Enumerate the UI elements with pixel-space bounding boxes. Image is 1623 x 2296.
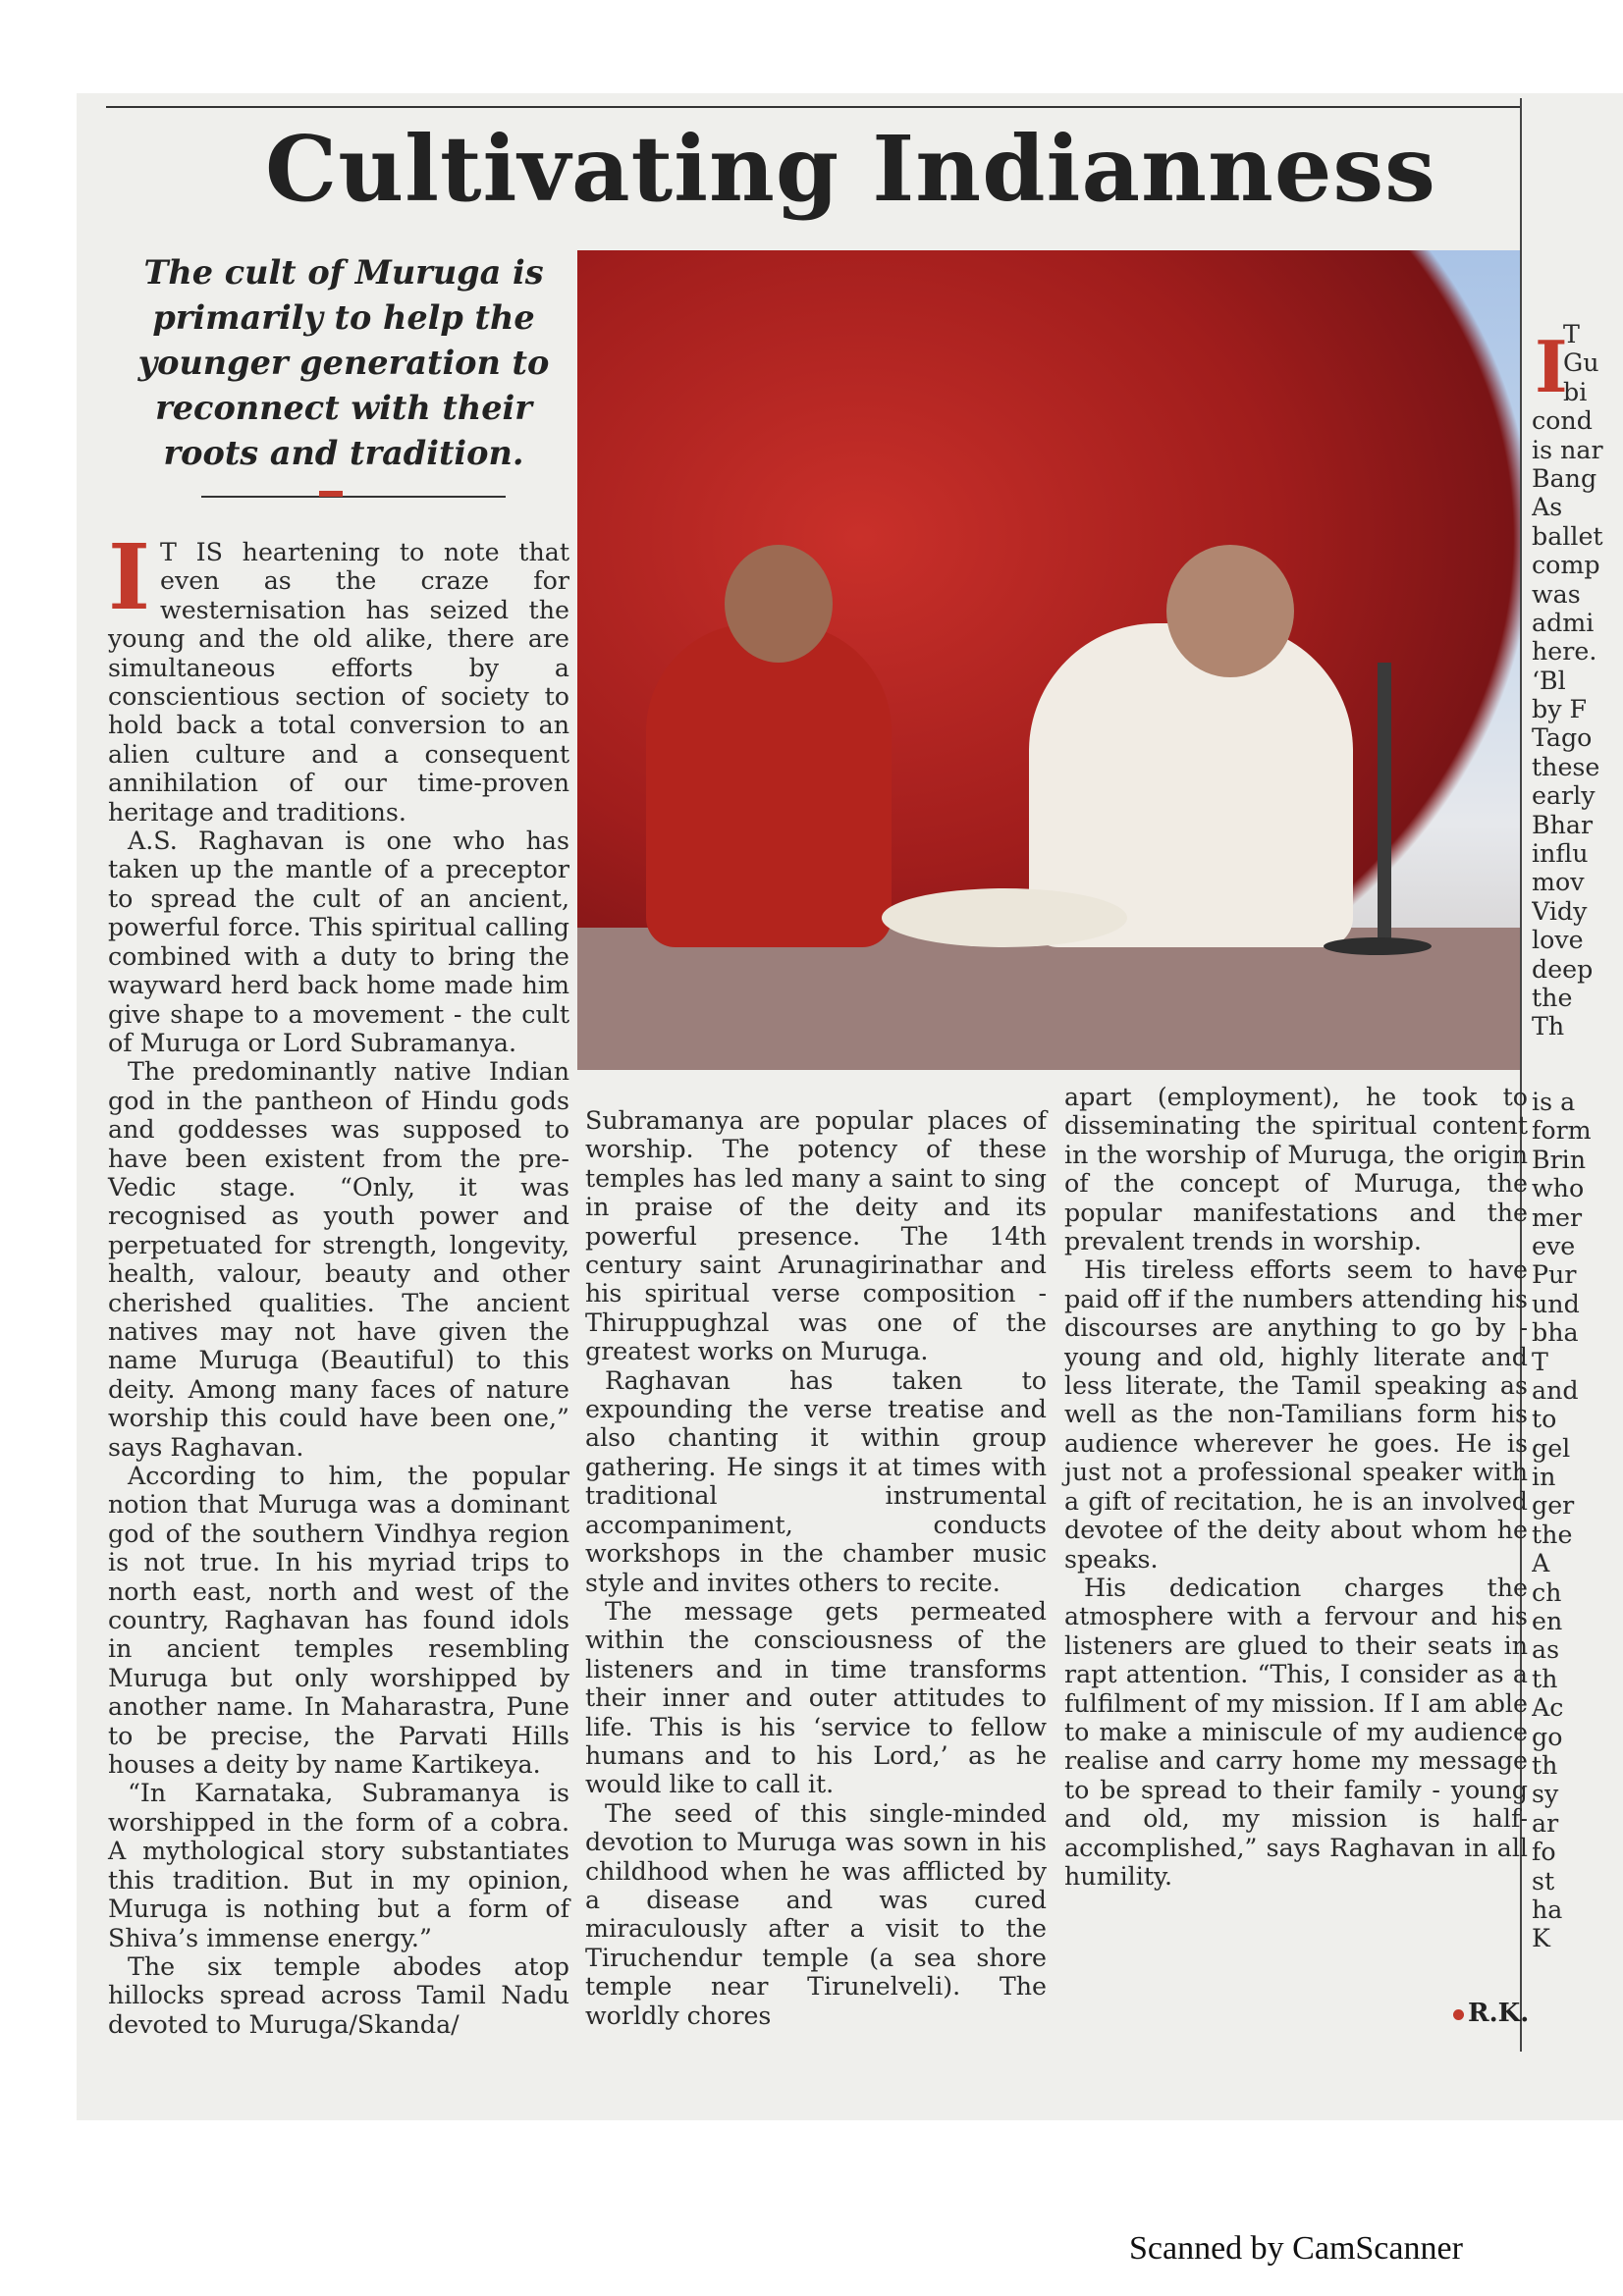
photo-microphone-base bbox=[1324, 937, 1432, 955]
adjacent-article-line: is a bbox=[1532, 1088, 1576, 1116]
adjacent-article-line: Bang bbox=[1532, 463, 1597, 493]
adjacent-article-line: ch bbox=[1532, 1577, 1562, 1607]
paragraph: His dedication charges the atmosphere with a fervour and his listeners are glued to their seats in rapt attention. “This, I consider as a fulfilment of my mission. If I am able to make a miniscule of my audience realise and carry home my message to be spread to their family - young and old, my mission is half-accomplished,” says Raghavan in all humility. bbox=[1064, 1573, 1528, 1891]
adjacent-article-line: go bbox=[1532, 1722, 1563, 1751]
paragraph: The predominantly native Indian god in the pantheon of Hindu gods and goddesses was supposed to have been existent from the pre-Vedic stage. “Only, it was recognised as youth power and perpetuated for strength, longevity, health, valour, beauty and other cherished qualities. The ancient natives may not have given the name Muruga (Beautiful) to this deity. Among many faces of nature worship this could have been one,” says Raghavan. bbox=[108, 1057, 569, 1462]
adjacent-article-line: Tago bbox=[1532, 723, 1593, 753]
kicker-rule-accent bbox=[319, 491, 343, 497]
adjacent-article-line: bi bbox=[1563, 377, 1588, 406]
paragraph: apart (employment), he took to disseminating the spiritual content in the worship of Muruga, the origin of the concept of Muruga, the popular manifestations and the prevalent trends in worship. bbox=[1064, 1083, 1528, 1256]
adjacent-article-line: the bbox=[1532, 983, 1573, 1012]
adjacent-article-line: as bbox=[1532, 1635, 1560, 1665]
article-column-1 bbox=[108, 524, 569, 2039]
adjacent-article-line: ar bbox=[1532, 1808, 1559, 1838]
adjacent-article-line: admi bbox=[1532, 608, 1595, 637]
adjacent-article-line: form bbox=[1532, 1116, 1592, 1146]
adjacent-article-line: mer bbox=[1532, 1202, 1583, 1232]
photo-microphone-stand bbox=[1378, 663, 1391, 947]
adjacent-article-line: ger bbox=[1532, 1491, 1575, 1521]
article-photo bbox=[577, 250, 1520, 1070]
adjacent-article-line: the bbox=[1532, 1520, 1573, 1549]
adjacent-article-line: love bbox=[1532, 926, 1584, 955]
adjacent-article-line: st bbox=[1532, 1866, 1555, 1896]
adjacent-article-line: to bbox=[1532, 1405, 1557, 1434]
adjacent-article-line: As bbox=[1532, 493, 1563, 522]
drop-cap: I bbox=[108, 524, 151, 630]
adjacent-article-line: Pur bbox=[1532, 1260, 1577, 1290]
paragraph: His tireless efforts seem to have paid off if the numbers attending his discourses are anything to go by - young and old, highly literate and less literate, the Tamil speaking as well as the non-Tamilians form his audience wherever he goes. He is just not a professional speaker with a gift of recitation, he is an involved devotee of the deity about whom he speaks. bbox=[1064, 1255, 1528, 1574]
adjacent-article-line: is nar bbox=[1532, 435, 1603, 464]
paragraph: A.S. Raghavan is one who has taken up the mantle of a preceptor to spread the cult of an ancient, powerful force. This spiritual calling combined with a duty to bring the wayward herd back home made him give shape to a movement - the cult of Muruga or Lord Subramanya. bbox=[108, 827, 569, 1057]
adjacent-article-line: comp bbox=[1532, 551, 1600, 580]
paragraph: The message gets permeated within the consciousness of the listeners and in time transforms their inner and outer attitudes to life. This is his ‘service to fellow humans and to his Lord,’ as he would like to call it. bbox=[585, 1596, 1047, 1799]
paragraph-text: T IS heartening to note that even as the craze for westernisation has seized the young and the old alike, there are simultaneous efforts by a conscientious section of society to hold back a total conversion to an alien culture and a consequent annihilation of our time-proven heritage and traditions. bbox=[108, 538, 569, 827]
adjacent-article-line: th bbox=[1532, 1750, 1558, 1780]
photo-woman-figure bbox=[646, 623, 892, 947]
adjacent-article-line: gel bbox=[1532, 1433, 1571, 1463]
adjacent-article-line: cond bbox=[1532, 406, 1593, 436]
paragraph: Subramanya are popular places of worship. The potency of these temples has led many a saint to sing in praise of the deity and its powerful presence. The 14th century saint Arunagirinathar and his spiritual verse composition - Thiruppughzal was one of the greatest works on Muruga. bbox=[585, 1106, 1047, 1366]
adjacent-article-line: early bbox=[1532, 781, 1596, 811]
adjacent-article-drop-cap: I bbox=[1535, 325, 1568, 408]
adjacent-article-line: eve bbox=[1532, 1231, 1576, 1260]
scanner-watermark: Scanned by CamScanner bbox=[1129, 2230, 1463, 2267]
adjacent-article-line: und bbox=[1532, 1289, 1580, 1318]
adjacent-article-line: ha bbox=[1532, 1895, 1563, 1924]
headline: Cultivating Indianness bbox=[265, 116, 1436, 222]
kicker-standfirst: The cult of Muruga is primarily to help the younger generation to reconnect with their roots and tradition. bbox=[137, 253, 550, 472]
adjacent-article-column-top bbox=[1532, 320, 1618, 1041]
paragraph: “In Karnataka, Subramanya is worshipped in the form of a cobra. A mythological story substantiates this tradition. But in my opinion, Muruga is nothing but a form of Shiva’s immense energy.” bbox=[108, 1779, 569, 1952]
adjacent-article-line: ‘Bl bbox=[1532, 666, 1566, 695]
byline-text: R.K. bbox=[1468, 1999, 1530, 2028]
adjacent-article-line: A bbox=[1532, 1549, 1550, 1578]
adjacent-article-line: sy bbox=[1532, 1780, 1559, 1809]
kicker-rule bbox=[201, 496, 506, 498]
adjacent-article-line: who bbox=[1532, 1174, 1585, 1203]
adjacent-article-line: th bbox=[1532, 1664, 1558, 1693]
adjacent-article-line: en bbox=[1532, 1607, 1563, 1636]
paragraph: The six temple abodes atop hillocks spread across Tamil Nadu devoted to Muruga/Skanda/ bbox=[108, 1951, 569, 2039]
adjacent-article-line: T bbox=[1563, 320, 1580, 348]
article-column-2 bbox=[585, 1106, 1047, 2030]
byline bbox=[1453, 1999, 1529, 2028]
adjacent-article-line: T bbox=[1532, 1347, 1548, 1376]
paragraph bbox=[108, 524, 569, 827]
adjacent-article-line: here. bbox=[1532, 637, 1597, 667]
adjacent-article-line: fo bbox=[1532, 1838, 1556, 1867]
adjacent-article-line: ballet bbox=[1532, 521, 1603, 551]
adjacent-article-column-bottom bbox=[1532, 1088, 1618, 1953]
adjacent-article-line: Bhar bbox=[1532, 810, 1594, 839]
adjacent-article-line: mov bbox=[1532, 868, 1585, 897]
adjacent-article-line: Brin bbox=[1532, 1145, 1587, 1174]
paragraph: According to him, the popular notion that Muruga was a dominant god of the southern Vindhya region is not true. In his myriad trips to north east, north and west of the country, Raghavan has found idols in ancient temples resembling Muruga but only worshipped by another name. In Maharastra, Pune to be precise, the Parvati Hills houses a deity by name Kartikeya. bbox=[108, 1462, 569, 1780]
adjacent-article-line: influ bbox=[1532, 839, 1589, 869]
adjacent-article-line: and bbox=[1532, 1375, 1579, 1405]
article-column-3 bbox=[1064, 1083, 1528, 1891]
adjacent-article-line: by F bbox=[1532, 695, 1588, 724]
paragraph: The seed of this single-minded devotion to Muruga was sown in his childhood when he was afflicted by a disease and was cured miraculously after a visit to the Tiruchendur temple (a sea shore temple near Tirunelveli). The worldly chores bbox=[585, 1798, 1047, 2030]
paragraph: Raghavan has taken to expounding the verse treatise and also chanting it within group gathering. He sings it at times with traditional instrumental accompaniment, conducts workshops in the chamber music style and invites others to recite. bbox=[585, 1365, 1047, 1597]
photo-man-head bbox=[1166, 545, 1294, 677]
adjacent-article-line: in bbox=[1532, 1463, 1556, 1492]
adjacent-article-line: was bbox=[1532, 579, 1581, 609]
adjacent-article-line: these bbox=[1532, 752, 1600, 781]
photo-rice-plate bbox=[882, 888, 1127, 947]
adjacent-article-line: Vidy bbox=[1532, 896, 1588, 926]
photo-woman-head bbox=[725, 545, 833, 663]
adjacent-article-line: Gu bbox=[1563, 348, 1599, 378]
adjacent-article-line: Th bbox=[1532, 1012, 1565, 1041]
top-rule bbox=[106, 106, 1520, 108]
adjacent-article-line: K bbox=[1532, 1924, 1550, 1953]
adjacent-article-line: Ac bbox=[1532, 1693, 1564, 1723]
adjacent-article-line: bha bbox=[1532, 1318, 1579, 1348]
adjacent-article-line: deep bbox=[1532, 954, 1594, 984]
byline-bullet-icon bbox=[1453, 2009, 1464, 2020]
